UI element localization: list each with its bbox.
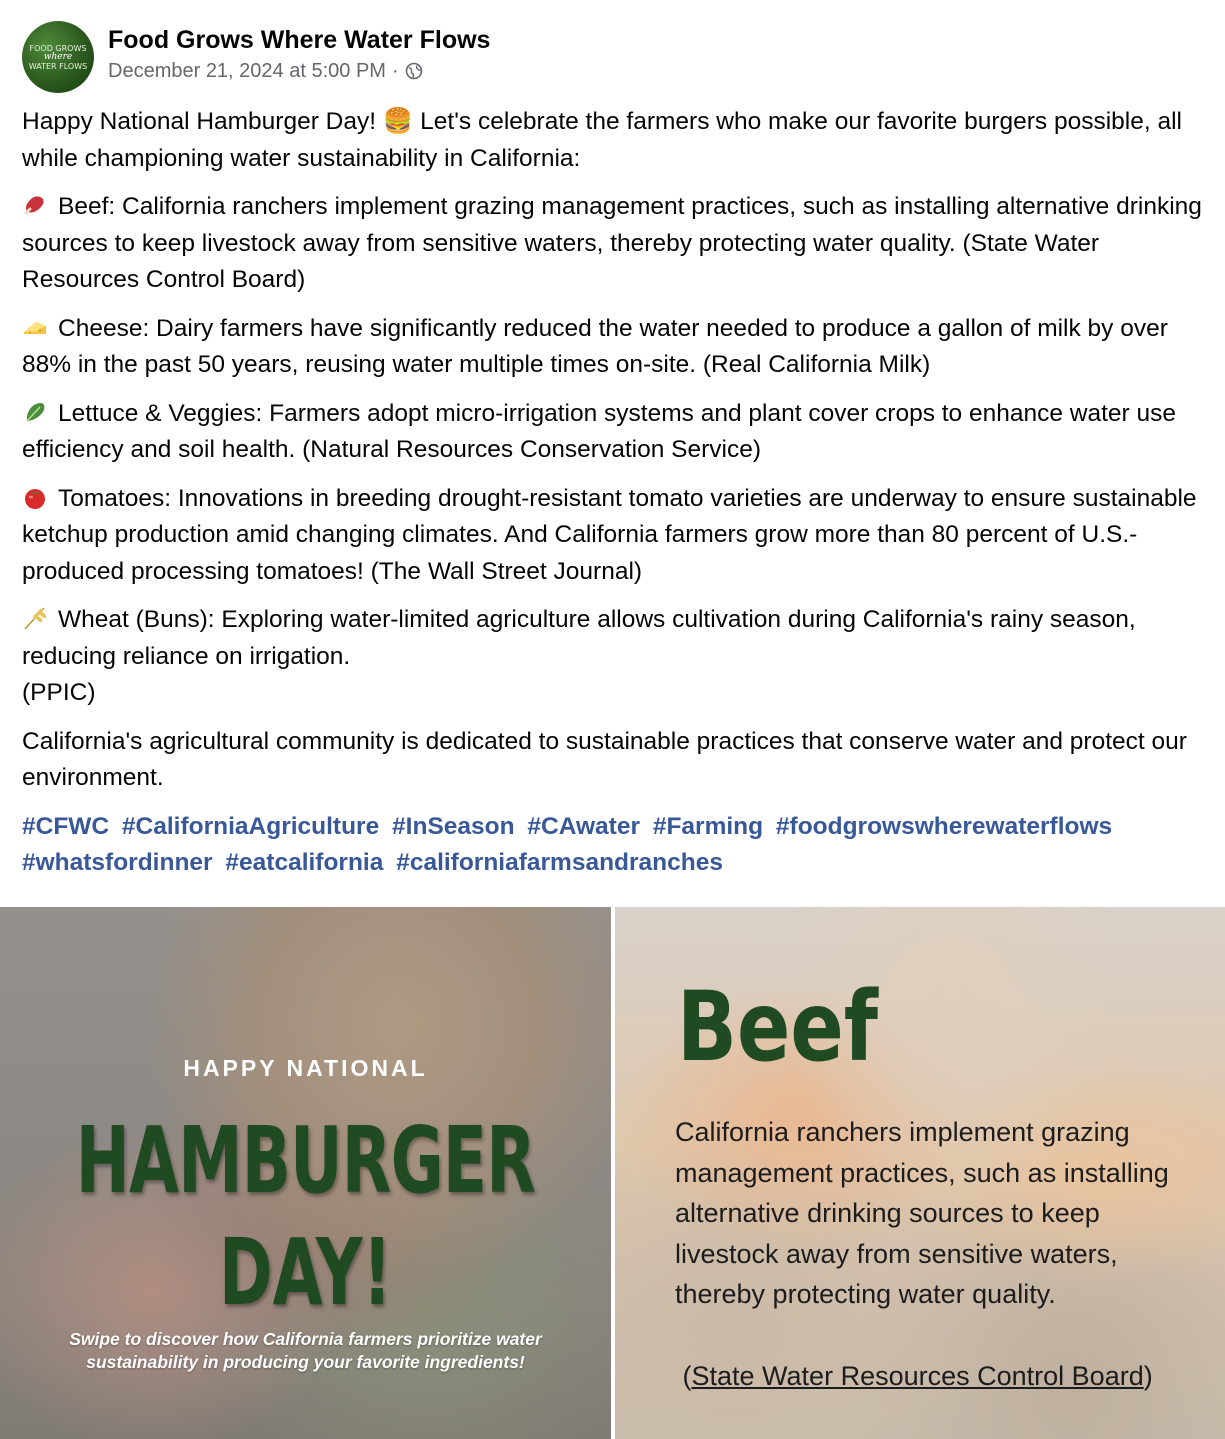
photo-caption: Swipe to discover how California farmers prioritize water sustainability in producing your favorite ingredients! [69, 1329, 542, 1372]
paragraph-closing: California's agricultural community is dedicated to sustainable practices that conserve water and protect our environment. [22, 727, 1187, 791]
cheese-icon [22, 314, 48, 340]
photo-headline: HAMBURGER [75, 1107, 536, 1214]
tomato-icon [22, 484, 48, 510]
page-name-link[interactable]: Food Grows Where Water Flows [108, 26, 491, 54]
hashtag-link[interactable]: #whatsfordinner [22, 848, 213, 876]
paragraph-wheat: Wheat (Buns): Exploring water-limited agriculture allows cultivation during California's rainy season, reducing reliance on irrigation. (PPIC) [22, 606, 1136, 706]
hashtag-link[interactable]: #InSeason [392, 812, 515, 840]
paragraph-tomatoes: Tomatoes: Innovations in breeding drought-resistant tomato varieties are underway to ensure sustainable ketchup production amid changing climates. And California farmers grow more than 80 percent of U.S.-produced processing tomatoes! (The Wall Street Journal) [22, 484, 1197, 585]
photo-beef[interactable] [615, 907, 1225, 1439]
hashtag-link[interactable]: #foodgrowswherewaterflows [775, 812, 1113, 840]
paragraph-cheese: Cheese: Dairy farmers have significantly reduced the water needed to produce a gallon of milk by over 88% in the past 50 years, reusing water multiple times on-site. (Real California Milk) [22, 314, 1168, 378]
wheat-icon [22, 605, 48, 631]
hashtag-link[interactable]: #CFWC [22, 812, 110, 840]
photo-hamburger-day[interactable] [0, 907, 611, 1439]
separator: · [391, 60, 399, 82]
avatar-text: where [43, 51, 73, 62]
meat-icon [22, 192, 48, 218]
post-timestamp[interactable]: December 21, 2024 at 5:00 PM [108, 60, 386, 82]
globe-icon[interactable] [405, 62, 423, 80]
leafy-green-icon [22, 399, 48, 425]
paragraph-beef: Beef: California ranchers implement grazing management practices, such as installing alternative drinking sources to keep livestock away from sensitive waters, thereby protecting water quality. (State Water Resources Control Board) [22, 193, 1202, 293]
page-avatar[interactable] [22, 21, 94, 93]
avatar-text: WATER FLOWS [28, 61, 88, 71]
hashtag-link[interactable]: #californiafarmsandranches [396, 848, 723, 876]
hashtag-list [22, 809, 1207, 881]
paragraph-lettuce: Lettuce & Veggies: Farmers adopt micro-irrigation systems and plant cover crops to enhance water use efficiency and soil health. (Natural Resources Conservation Service) [22, 399, 1177, 463]
post-intro: Happy National Hamburger Day! 🍔 Let's celebrate the farmers who make our favorite burgers possible, all while championing water sustainability in California: [22, 108, 1182, 172]
photo-headline: DAY! [219, 1219, 392, 1326]
photo-kicker: HAPPY NATIONAL [183, 1055, 428, 1081]
post-message [22, 104, 1207, 881]
photo-title: Beef [677, 971, 879, 1083]
hashtag-link[interactable]: #CAwater [527, 812, 640, 840]
source-link[interactable]: State Water Resources Control Board [691, 1361, 1144, 1391]
avatar-text: FOOD GROWS [29, 43, 87, 53]
hashtag-link[interactable]: #eatcalifornia [225, 848, 384, 876]
post-header [22, 21, 490, 97]
photo-source: (State Water Resources Control Board) [682, 1361, 1153, 1391]
hashtag-link[interactable]: #Farming [652, 812, 764, 840]
hashtag-link[interactable]: #CaliforniaAgriculture [121, 812, 380, 840]
photo-body: California ranchers implement grazing management practices, such as installing alternative drinking sources to keep livestock away from sensitive waters, thereby protecting water quality. [675, 1117, 1169, 1309]
